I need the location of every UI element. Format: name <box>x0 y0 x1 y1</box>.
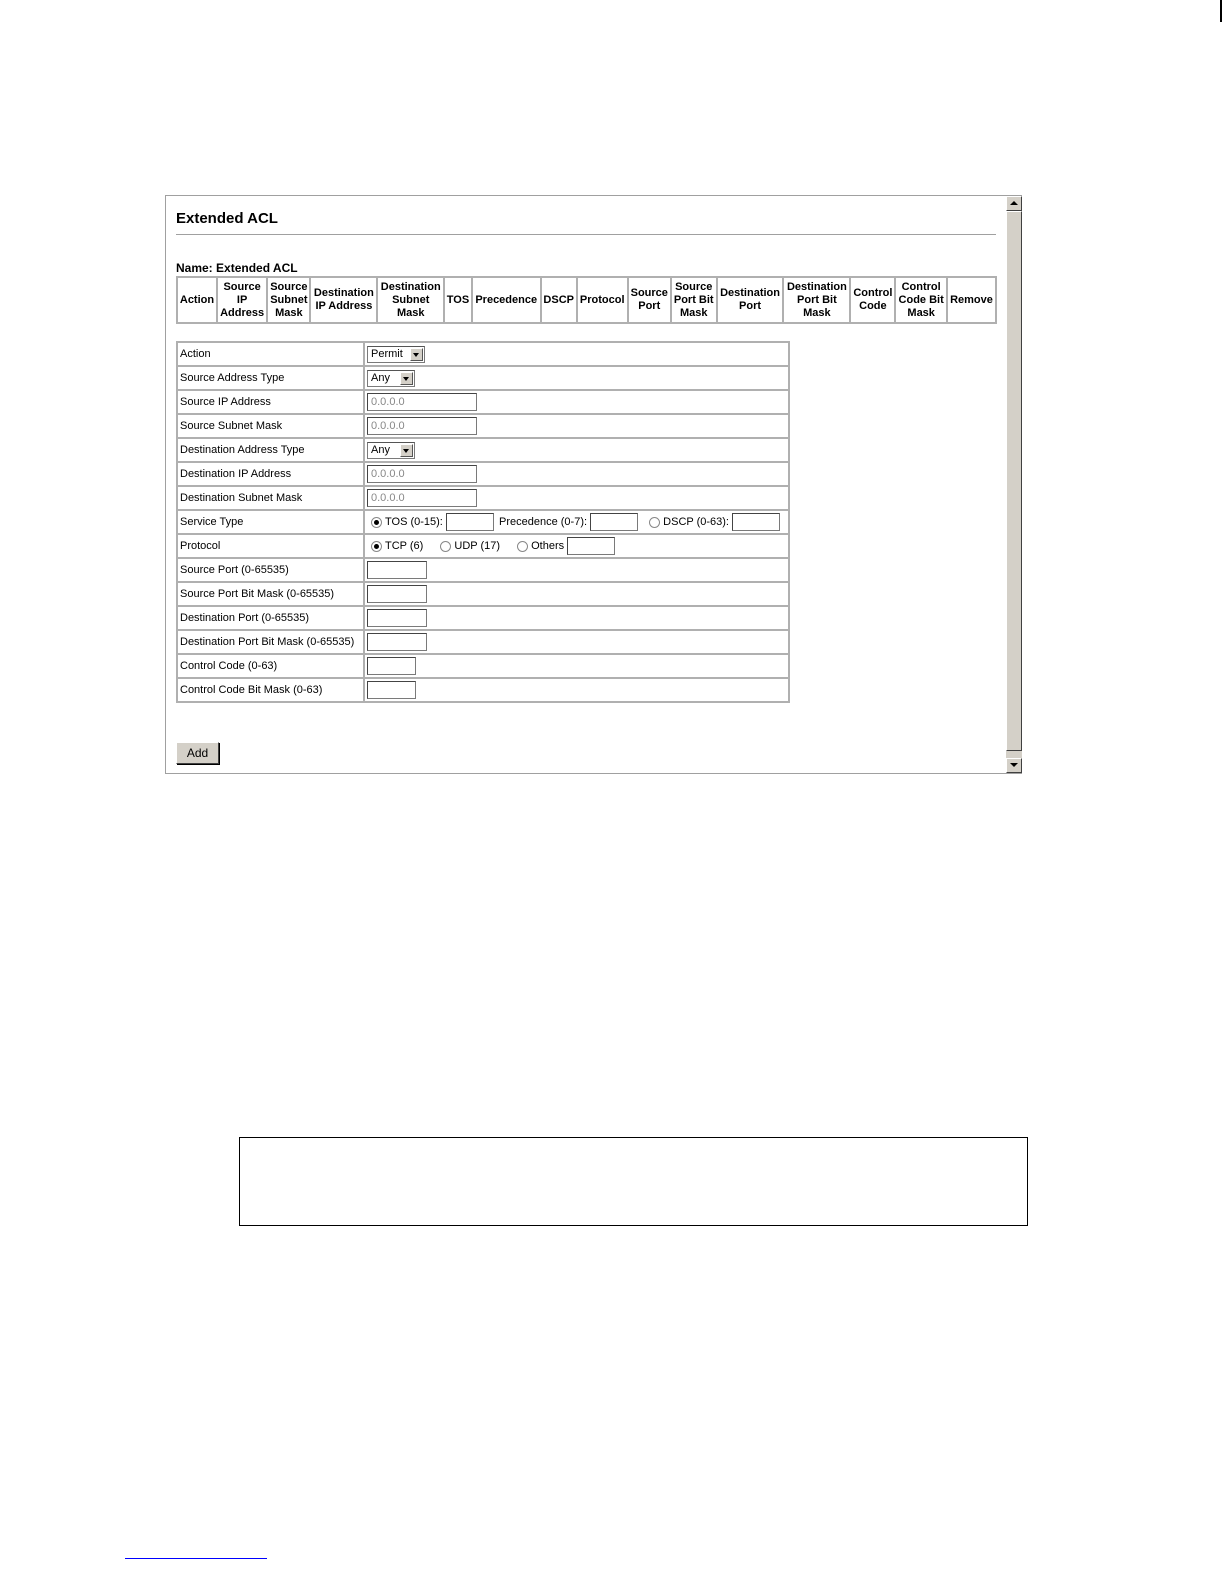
acl-column-header <box>472 277 541 323</box>
acl-column-header-line: Source <box>270 280 308 293</box>
title-divider <box>176 234 996 236</box>
form-row-service-type <box>177 510 789 534</box>
destination-subnet-mask-label: Destination Subnet Mask <box>177 486 364 510</box>
service-type-label: Service Type <box>177 510 364 534</box>
acl-column-header <box>947 277 996 323</box>
acl-table-header-row <box>177 277 996 323</box>
chevron-down-icon <box>400 372 413 385</box>
acl-column-header-line: Port <box>638 300 661 312</box>
acl-column-header-line: Mask <box>275 306 303 319</box>
acl-column-header-line: IP Address <box>315 300 373 312</box>
acl-column-header <box>628 277 671 323</box>
acl-column-header-line: IP <box>236 293 248 306</box>
panel-content <box>166 196 1006 773</box>
acl-column-header-line: Subnet <box>392 293 430 306</box>
tcp-radio[interactable] <box>371 541 382 552</box>
acl-rule-form <box>176 341 790 703</box>
acl-column-header <box>267 277 310 323</box>
acl-column-header <box>783 277 850 323</box>
acl-column-header-line: Destination <box>313 287 374 299</box>
acl-column-header-line: Destination <box>786 280 847 293</box>
acl-column-header-line: Mask <box>396 306 425 319</box>
acl-column-header <box>850 277 895 323</box>
acl-column-header <box>541 277 577 323</box>
source-port-bit-mask-label: Source Port Bit Mask (0-65535) <box>177 582 364 606</box>
acl-column-header <box>217 277 267 323</box>
acl-column-header-line: Source <box>223 280 261 293</box>
browser-frame <box>165 195 1022 774</box>
vertical-scrollbar[interactable] <box>1006 196 1022 773</box>
form-row-control-code-bit-mask <box>177 678 789 702</box>
destination-port-bit-mask-input[interactable] <box>367 633 427 651</box>
form-row-source-ip-address <box>177 390 789 414</box>
tcp-radio-label: TCP (6) <box>385 540 424 552</box>
source-subnet-mask-label: Source Subnet Mask <box>177 414 364 438</box>
acl-column-header-line: Mask <box>803 306 831 319</box>
acl-column-header-line: Port Bit <box>673 293 714 306</box>
source-address-type-select[interactable] <box>367 370 415 387</box>
control-code-input[interactable] <box>367 657 416 675</box>
control-code-bit-mask-input[interactable] <box>367 681 416 699</box>
acl-column-header-line: Control <box>901 280 941 293</box>
precedence-label: Precedence (0-7): <box>499 516 588 528</box>
source-port-label: Source Port (0-65535) <box>177 558 364 582</box>
udp-radio[interactable] <box>440 541 451 552</box>
acl-column-header <box>377 277 444 323</box>
source-port-input[interactable] <box>367 561 427 579</box>
acl-column-header-line: Port Bit <box>797 293 837 306</box>
acl-column-header-line: Precedence <box>475 293 538 306</box>
destination-address-type-select[interactable] <box>367 442 415 459</box>
form-row-protocol <box>177 534 789 558</box>
form-row-destination-port-bit-mask <box>177 630 789 654</box>
form-row-control-code <box>177 654 789 678</box>
acl-column-header-line: Mask <box>679 306 708 319</box>
form-row-source-address-type <box>177 366 789 390</box>
acl-column-header-line: Protocol <box>579 293 625 306</box>
acl-column-header-line: TOS <box>446 293 470 306</box>
dscp-radio-label: DSCP (0-63): <box>663 516 729 528</box>
page-edge-mark <box>1220 0 1222 22</box>
form-row-destination-address-type <box>177 438 789 462</box>
acl-column-header <box>671 277 717 323</box>
source-port-bit-mask-input[interactable] <box>367 585 427 603</box>
form-row-destination-port <box>177 606 789 630</box>
chevron-down-icon <box>400 444 413 457</box>
form-row-destination-subnet-mask <box>177 486 789 510</box>
action-label: Action <box>177 342 364 366</box>
acl-column-header-line: Port <box>739 300 762 312</box>
source-address-type-label: Source Address Type <box>177 366 364 390</box>
acl-column-header <box>895 277 947 323</box>
form-row-source-port <box>177 558 789 582</box>
destination-subnet-mask-input[interactable]: 0.0.0.0 <box>367 489 477 507</box>
footnote-rule <box>125 1558 267 1559</box>
acl-rules-table <box>176 276 997 324</box>
scroll-down-arrow-icon[interactable] <box>1006 758 1022 773</box>
destination-port-bit-mask-label: Destination Port Bit Mask (0-65535) <box>177 630 364 654</box>
page-title: Extended ACL <box>176 210 278 227</box>
acl-column-header <box>717 277 784 323</box>
protocol-label: Protocol <box>177 534 364 558</box>
destination-address-type-value: Any <box>371 444 390 456</box>
form-row-source-port-bit-mask <box>177 582 789 606</box>
source-ip-address-label: Source IP Address <box>177 390 364 414</box>
precedence-input[interactable] <box>590 513 638 531</box>
tos-radio-label: TOS (0-15): <box>385 516 443 528</box>
add-button[interactable]: Add <box>176 742 219 764</box>
acl-column-header-line: Code Bit <box>898 293 944 306</box>
form-row-destination-ip-address <box>177 462 789 486</box>
acl-column-header-line: Destination <box>380 280 441 293</box>
destination-port-label: Destination Port (0-65535) <box>177 606 364 630</box>
others-protocol-input[interactable] <box>567 537 615 555</box>
control-code-label: Control Code (0-63) <box>177 654 364 678</box>
acl-column-header-line: Subnet <box>270 293 308 306</box>
acl-column-header-line: Remove <box>950 293 993 306</box>
dscp-input[interactable] <box>732 513 780 531</box>
destination-ip-address-input[interactable]: 0.0.0.0 <box>367 465 477 483</box>
acl-column-header-line: Address <box>220 306 265 319</box>
scroll-up-arrow-icon[interactable] <box>1006 196 1022 211</box>
source-ip-address-input[interactable]: 0.0.0.0 <box>367 393 477 411</box>
source-subnet-mask-input[interactable]: 0.0.0.0 <box>367 417 477 435</box>
form-row-action <box>177 342 789 366</box>
tos-radio[interactable] <box>371 517 382 528</box>
acl-column-header-line: Action <box>179 293 215 306</box>
action-select[interactable] <box>367 346 425 363</box>
acl-column-header <box>577 277 628 323</box>
acl-column-header-line: Mask <box>907 306 935 319</box>
acl-column-header-line: Source <box>675 280 713 293</box>
acl-column-header <box>177 277 217 323</box>
chevron-down-icon <box>410 348 423 361</box>
scrollbar-thumb[interactable] <box>1006 211 1022 751</box>
destination-address-type-label: Destination Address Type <box>177 438 364 462</box>
control-code-bit-mask-label: Control Code Bit Mask (0-63) <box>177 678 364 702</box>
empty-note-box <box>239 1137 1028 1226</box>
acl-column-header-line: Source <box>630 287 668 299</box>
form-row-source-subnet-mask <box>177 414 789 438</box>
acl-name-label: Name: Extended ACL <box>176 261 298 275</box>
dscp-radio[interactable] <box>649 517 660 528</box>
acl-column-header-line: Destination <box>720 287 780 299</box>
source-address-type-value: Any <box>371 372 390 384</box>
acl-column-header <box>444 277 472 323</box>
acl-column-header-line: Control <box>853 287 893 299</box>
acl-column-header <box>310 277 377 323</box>
destination-port-input[interactable] <box>367 609 427 627</box>
destination-ip-address-label: Destination IP Address <box>177 462 364 486</box>
action-select-value: Permit <box>371 348 403 360</box>
tos-input[interactable] <box>446 513 494 531</box>
acl-column-header-line: Code <box>859 300 887 312</box>
others-radio[interactable] <box>517 541 528 552</box>
acl-column-header-line: DSCP <box>543 293 574 306</box>
others-radio-label: Others <box>531 540 565 552</box>
udp-radio-label: UDP (17) <box>454 540 501 552</box>
